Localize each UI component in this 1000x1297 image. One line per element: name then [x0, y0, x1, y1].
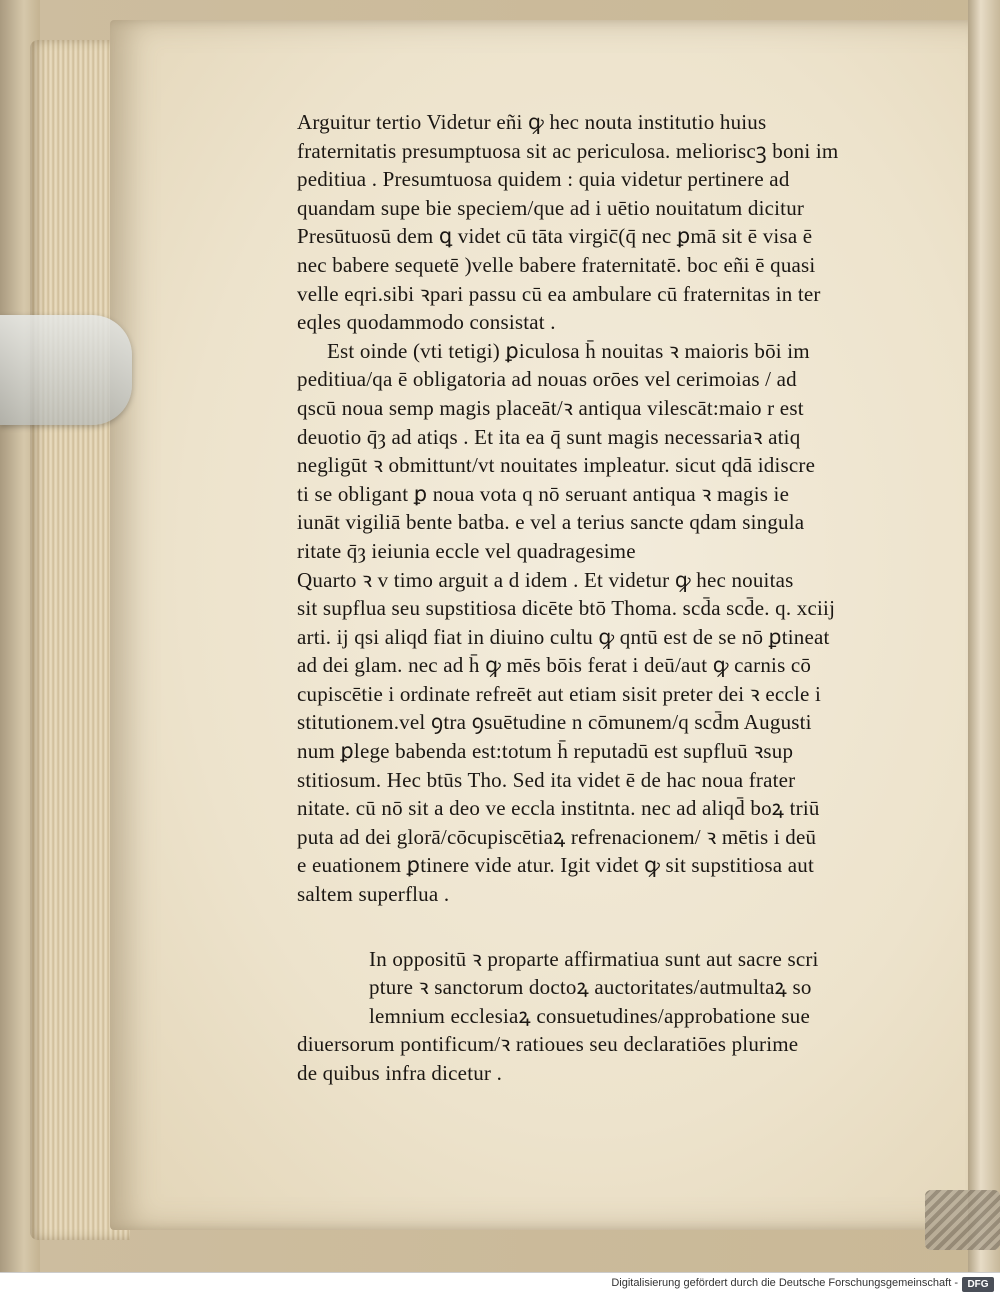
- text-line: Arguitur tertio Videtur eñi ꝙ hec nouta institutio huius: [297, 110, 767, 134]
- text-line: ritate q̄ȝ ieiunia eccle vel quadragesime: [297, 538, 636, 563]
- text-line: eqles quodammodo consistat .: [297, 310, 556, 335]
- paragraph: [297, 945, 877, 1088]
- text-line: fraternitatis presumptuosa sit ac periculosa. melioriscꝫ boni im: [297, 138, 839, 163]
- text-line: e euationem ꝑtinere vide atur. Igit videt ꝙ sit supstitiosa aut: [297, 853, 815, 878]
- text-line: nec babere sequetē )velle babere fraternitatē. boc eñi ē quasi: [297, 252, 816, 277]
- text-line: negligūt ꝛ obmittunt/vt nouitates impleatur. sicut qdā idiscre: [297, 453, 816, 478]
- text-line: qscū noua semp magis placeāt/ꝛ antiqua vilescāt:maio r est: [297, 395, 804, 420]
- text-line: stitutionem.vel ꝯtra ꝯsuētudine n cōmunem/q scd̄m Augusti: [297, 710, 812, 735]
- text-block: [297, 108, 877, 1088]
- text-line: Presūtuosū dem ꝗ videt cū tāta virgic̄(q̄ nec ꝑmā sit ē visa ē: [297, 224, 813, 249]
- text-line: quandam supe bie speciem/que ad i uētio nouitatum dicitur: [297, 195, 805, 220]
- text-line: Quarto ꝛ v timo arguit a d idem . Et videtur ꝙ hec nouitas: [297, 567, 794, 592]
- text-line: ti se obligant ꝑ noua vota q nō seruant antiqua ꝛ magis ie: [297, 481, 790, 506]
- paragraph: [297, 108, 877, 337]
- text-line: deuotio q̄ȝ ad atiqs . Et ita ea q̄ sunt magis necessariaꝛ atiq: [297, 424, 801, 449]
- text-line: peditiua . Presumtuosa quidem : quia videtur pertinere ad: [297, 167, 790, 192]
- text-line: cupiscētie i ordinate refreēt aut etiam sisit preter dei ꝛ eccle i: [297, 681, 821, 706]
- book-binding-right: [968, 0, 1000, 1272]
- paragraph: [297, 566, 877, 909]
- text-line: num ꝑlege babenda est:totum h̄ reputadū est supfluū ꝛsup: [297, 739, 794, 764]
- text-line: pture ꝛ sanctorum doctoꝝ auctoritates/autmultaꝝ so: [369, 975, 812, 1000]
- text-line: nitate. cū nō sit a deo ve eccla institnta. nec ad aliqd̄ boꝝ triū: [297, 796, 820, 821]
- text-line: velle eqri.sibi ꝛpari passu cū ea ambulare cū fraternitas in ter: [297, 281, 821, 306]
- text-line: In oppositū ꝛ proparte affirmatiua sunt aut sacre scri: [369, 946, 819, 971]
- footer-bar: [0, 1272, 1000, 1297]
- paragraph: [297, 337, 877, 566]
- text-line: lemnium ecclesiaꝝ consuetudines/approbatione sue: [369, 1003, 811, 1028]
- text-line: peditiua/qa ē obligatoria ad nouas orōes vel cerimoias / ad: [297, 367, 797, 392]
- footer-credit: Digitalisierung gefördert durch die Deutsche Forschungsgemeinschaft -: [611, 1277, 958, 1289]
- book-clasp: [925, 1190, 1000, 1250]
- text-line: de quibus infra dicetur .: [297, 1061, 503, 1085]
- text-line: stitiosum. Hec btūs Tho. Sed ita videt ē de hac noua frater: [297, 767, 796, 792]
- text-line: sit supflua seu supstitiosa dicēte btō Thoma. scd̄a scd̄e. q. xciij: [297, 596, 836, 621]
- text-line: Est oinde (vti tetigi) ꝑiculosa h̄ nouitas ꝛ maioris bōi im: [327, 338, 810, 363]
- text-line: puta ad dei glorā/cōcupiscētiaꝝ refrenacionem/ ꝛ mētis i deū: [297, 824, 817, 849]
- text-line: diuersorum pontificum/ꝛ ratioues seu declaratiōes plurime: [297, 1032, 799, 1057]
- text-line: iunāt vigiliā bente batba. e vel a terius sancte qdam singula: [297, 510, 805, 535]
- text-line: arti. ij qsi aliqd fiat in diuino cultu ꝙ qntū est de se nō ꝑtineat: [297, 624, 830, 649]
- page-weight-strip: [0, 315, 132, 425]
- text-line: saltem superflua .: [297, 882, 450, 907]
- text-line: ad dei glam. nec ad h̄ ꝙ mēs bōis ferat i deū/aut ꝙ carnis cō: [297, 653, 812, 678]
- dfg-logo[interactable]: DFG: [962, 1277, 994, 1292]
